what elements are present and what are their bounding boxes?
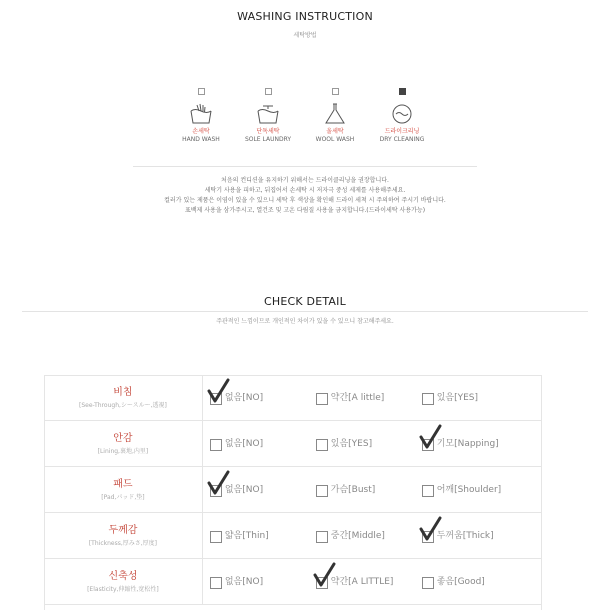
dry-cleaning-icon [390, 103, 414, 125]
option-label: 가슴[Bust] [330, 484, 376, 495]
hand-wash-label-en: HAND WASH [182, 136, 220, 143]
care-line: 세탁기 사용을 피하고, 뒤집어서 손세탁 시 저자극 중성 세제를 사용해주세요. [204, 187, 406, 194]
option [415, 438, 499, 450]
checkmark-icon [206, 378, 230, 404]
wool-wash-label-en: WOOL WASH [315, 136, 355, 143]
option-cell [202, 513, 308, 559]
option-label: 좋음[Good] [436, 576, 485, 587]
option-label: 없음[NO] [224, 576, 264, 587]
option-checkbox [422, 393, 434, 405]
washing-divider [133, 166, 477, 167]
option [309, 438, 372, 450]
option-cell [202, 467, 308, 513]
option-checkbox [316, 531, 328, 543]
care-text [0, 176, 610, 216]
option [415, 392, 478, 404]
row-title-ko: 패드 [113, 478, 133, 490]
option-checkbox [210, 577, 222, 589]
option-label: 없음[NO] [224, 392, 264, 403]
row-header [44, 375, 202, 421]
sole-laundry-label-ko: 단독세탁 [256, 128, 280, 135]
icon-cell-dry-cleaning [366, 88, 438, 144]
option-checkbox [316, 485, 328, 497]
detail-row-see-through [44, 375, 542, 421]
option-cell [309, 467, 415, 513]
row-header [44, 467, 202, 513]
option-cell [309, 421, 415, 467]
option-label: 기모[Napping] [436, 438, 499, 449]
dry-cleaning-checkbox [399, 88, 406, 95]
option-cell [415, 513, 542, 559]
check-title-divider [22, 311, 588, 312]
option-cell [309, 513, 415, 559]
option [203, 392, 263, 404]
row-title-en: [Lining,裏地,内里] [97, 447, 149, 455]
row-title-en: [Thickness,厚みさ,厚度] [88, 539, 157, 547]
option-cell [202, 559, 308, 605]
option-checkbox [316, 393, 328, 405]
row-title-ko: 비침 [113, 386, 133, 398]
row-title-ko: 안감 [113, 432, 133, 444]
option-label: 있음[YES] [436, 392, 478, 403]
option [415, 576, 485, 588]
option-checkbox [422, 485, 434, 497]
option [309, 530, 385, 542]
sole-laundry-label-en: SOLE LAUNDRY [244, 136, 292, 143]
option-label: 있음[YES] [330, 438, 373, 449]
checkmark-icon [418, 424, 442, 450]
washing-title: WASHING INSTRUCTION [237, 10, 373, 23]
option-cell [309, 559, 415, 605]
care-line: 처음의 컨디션을 유지하기 위해서는 드라이클리닝을 권장합니다. [221, 177, 389, 184]
row-header [44, 421, 202, 467]
row-title-en: [See-Through,シースルー,透視] [78, 401, 167, 409]
check-subtitle: 주관적인 느낌이므로 개인적인 차이가 있을 수 있으니 참고해주세요. [216, 318, 394, 325]
detail-row-lining [44, 421, 542, 467]
icon-cell-sole-laundry [232, 88, 304, 144]
hand-wash-label-ko: 손세탁 [192, 128, 210, 135]
checkmark-icon [418, 516, 442, 542]
option [415, 530, 494, 542]
option-label: 없음[NO] [224, 484, 264, 495]
hand-wash-checkbox [198, 88, 205, 95]
option-label: 중간[Middle] [330, 530, 385, 541]
washing-subtitle: 세탁방법 [293, 32, 317, 39]
row-title-en: [Elasticity,伸縮性,宽松性] [87, 585, 159, 593]
hand-wash-icon [189, 103, 213, 125]
option-label: 어깨[Shoulder] [436, 484, 502, 495]
option [415, 484, 502, 496]
option [203, 484, 263, 496]
option [203, 438, 263, 450]
washing-icons [160, 88, 450, 158]
icon-cell-wool-wash [299, 88, 371, 144]
option-label: 약간[A little] [330, 392, 385, 403]
care-line: 표백제 사용을 삼가주시고, 열건조 및 고온 다림질 사용을 금지합니다.(드라이세탁 사용가능) [184, 207, 426, 214]
option [309, 484, 376, 496]
dry-cleaning-label-en: DRY CLEANING [379, 136, 425, 143]
detail-row-thickness [44, 513, 542, 559]
detail-row-pad [44, 467, 542, 513]
option-checkbox [210, 439, 222, 451]
option-cell [415, 421, 542, 467]
option [203, 576, 263, 588]
wool-wash-label-ko: 울세탁 [326, 128, 344, 135]
wool-wash-checkbox [332, 88, 339, 95]
row-title-ko: 두께감 [108, 524, 138, 536]
option-cell [202, 421, 308, 467]
option-cell [202, 375, 308, 421]
row-header [44, 513, 202, 559]
row-title-en: [Pad,パッド,垫] [101, 493, 145, 501]
option-label: 두꺼움[Thick] [436, 530, 494, 541]
sole-laundry-checkbox [265, 88, 272, 95]
checkmark-icon [312, 562, 336, 588]
option-checkbox [422, 577, 434, 589]
option-cell [415, 375, 542, 421]
check-title: CHECK DETAIL [264, 295, 346, 308]
check-detail-table [44, 375, 542, 605]
option-cell [415, 559, 542, 605]
option [203, 530, 269, 542]
row-header [44, 559, 202, 605]
option-cell [309, 375, 415, 421]
option-label: 없음[NO] [224, 438, 264, 449]
option-label: 얇음[Thin] [224, 530, 269, 541]
option [309, 576, 394, 588]
icon-cell-hand-wash [165, 88, 237, 144]
dry-cleaning-label-ko: 드라이크리닝 [384, 128, 420, 135]
wool-wash-icon [323, 103, 347, 125]
detail-row-elasticity [44, 559, 542, 605]
care-line: 컬러가 있는 제품은 이염이 있을 수 있으니 세탁 후 색상을 확인해 드라이 세척 시 주의하여 주시기 바랍니다. [164, 197, 446, 204]
sole-laundry-icon [256, 103, 280, 125]
option-checkbox [316, 439, 328, 451]
checkmark-icon [206, 470, 230, 496]
row-title-ko: 신축성 [108, 570, 138, 582]
option-label: 약간[A LITTLE] [330, 576, 394, 587]
option-checkbox [210, 531, 222, 543]
option [309, 392, 385, 404]
option-cell [415, 467, 542, 513]
